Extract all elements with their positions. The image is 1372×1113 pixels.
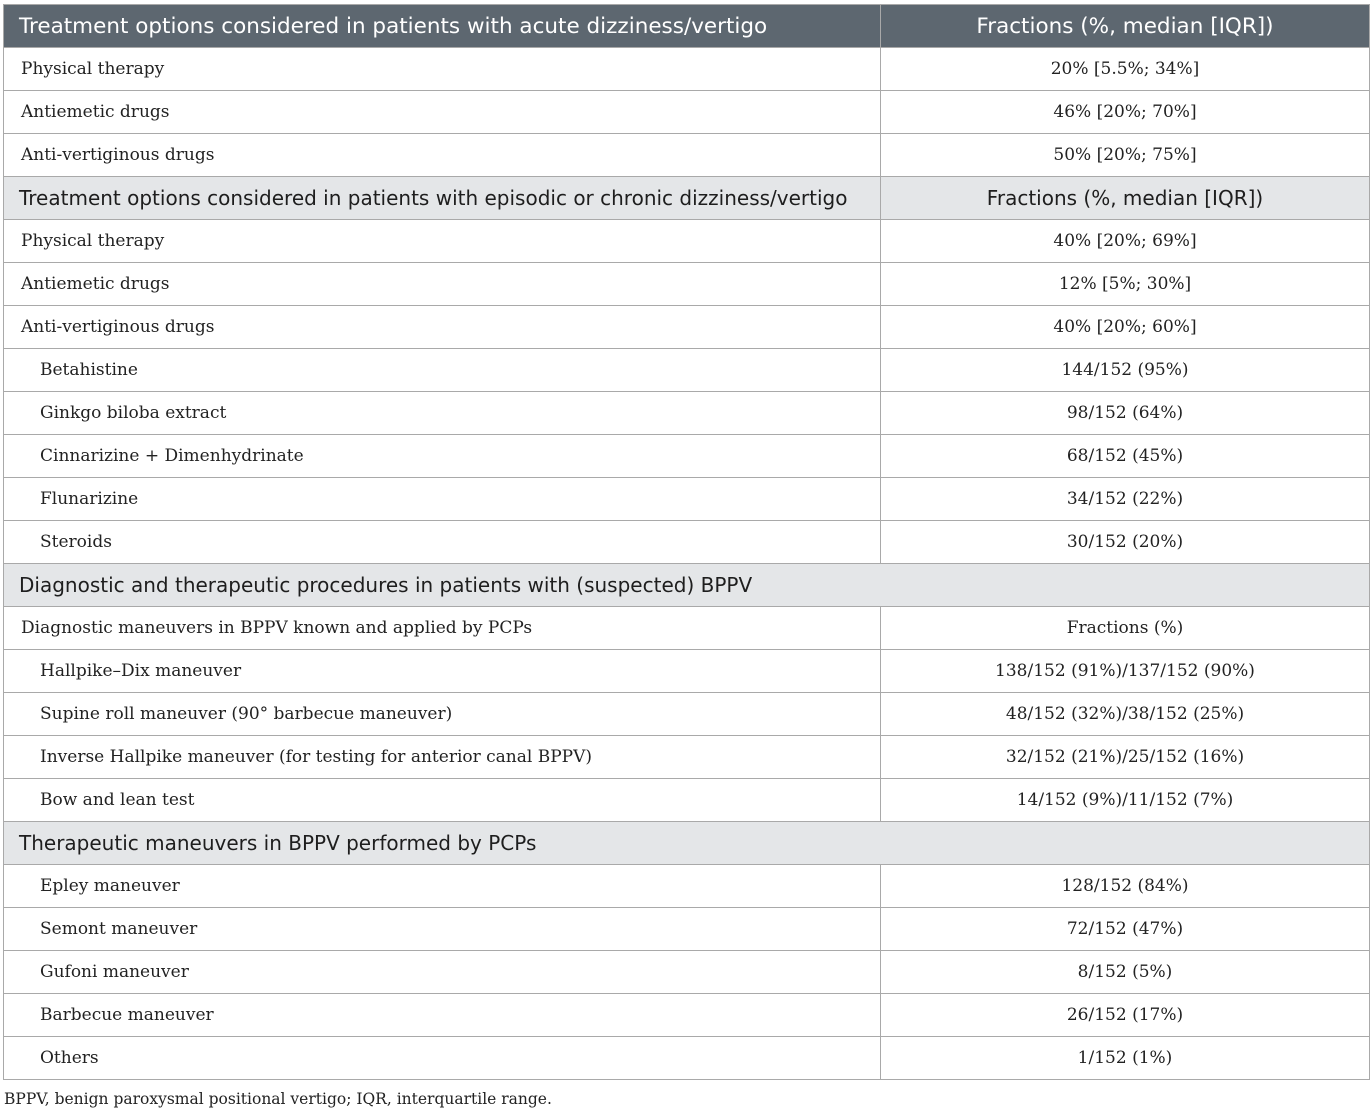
row-label: Supine roll maneuver (90° barbecue maneuver) — [4, 693, 881, 736]
row-value: 40% [20%; 69%] — [881, 220, 1370, 263]
bppv-diag-subheader-value: Fractions (%) — [881, 607, 1370, 650]
bppv-diag-subheader-label: Diagnostic maneuvers in BPPV known and applied by PCPs — [4, 607, 881, 650]
row-label: Others — [4, 1037, 881, 1080]
row-value: 40% [20%; 60%] — [881, 306, 1370, 349]
table-row — [4, 134, 1370, 177]
row-value: 34/152 (22%) — [881, 478, 1370, 521]
row-value: 48/152 (32%)/38/152 (25%) — [881, 693, 1370, 736]
bppv-diag-header-row — [4, 564, 1370, 607]
row-label: Anti-vertiginous drugs — [4, 306, 881, 349]
row-value: 30/152 (20%) — [881, 521, 1370, 564]
row-value: 32/152 (21%)/25/152 (16%) — [881, 736, 1370, 779]
table-row — [4, 1037, 1370, 1080]
results-table — [3, 4, 1370, 1080]
row-value: 46% [20%; 70%] — [881, 91, 1370, 134]
row-label: Semont maneuver — [4, 908, 881, 951]
row-label: Antiemetic drugs — [4, 91, 881, 134]
table-row — [4, 951, 1370, 994]
row-value: 12% [5%; 30%] — [881, 263, 1370, 306]
row-value: 14/152 (9%)/11/152 (7%) — [881, 779, 1370, 822]
table-row — [4, 220, 1370, 263]
row-label: Betahistine — [4, 349, 881, 392]
row-value: 98/152 (64%) — [881, 392, 1370, 435]
table-row — [4, 779, 1370, 822]
table-row — [4, 994, 1370, 1037]
row-value: 20% [5.5%; 34%] — [881, 48, 1370, 91]
row-value: 1/152 (1%) — [881, 1037, 1370, 1080]
row-label: Hallpike–Dix maneuver — [4, 650, 881, 693]
chronic-header-value: Fractions (%, median [IQR]) — [881, 177, 1370, 220]
table-row — [4, 908, 1370, 951]
row-label: Ginkgo biloba extract — [4, 392, 881, 435]
table-row — [4, 607, 1370, 650]
bppv-ther-header: Therapeutic maneuvers in BPPV performed by PCPs — [4, 822, 1370, 865]
row-value: 144/152 (95%) — [881, 349, 1370, 392]
table-row — [4, 392, 1370, 435]
bppv-diag-header: Diagnostic and therapeutic procedures in patients with (suspected) BPPV — [4, 564, 1370, 607]
row-label: Steroids — [4, 521, 881, 564]
row-label: Flunarizine — [4, 478, 881, 521]
table-footnote: BPPV, benign paroxysmal positional vertigo; IQR, interquartile range. — [4, 1090, 552, 1108]
row-label: Physical therapy — [4, 220, 881, 263]
row-value: 26/152 (17%) — [881, 994, 1370, 1037]
bppv-ther-header-row — [4, 822, 1370, 865]
table-row — [4, 650, 1370, 693]
table-row — [4, 349, 1370, 392]
table-row — [4, 48, 1370, 91]
table-row — [4, 263, 1370, 306]
row-label: Physical therapy — [4, 48, 881, 91]
chronic-header-label: Treatment options considered in patients with episodic or chronic dizziness/vertigo — [4, 177, 881, 220]
row-label: Gufoni maneuver — [4, 951, 881, 994]
row-value: 72/152 (47%) — [881, 908, 1370, 951]
row-label: Inverse Hallpike maneuver (for testing for anterior canal BPPV) — [4, 736, 881, 779]
acute-header-row — [4, 5, 1370, 48]
table-row — [4, 736, 1370, 779]
row-label: Anti-vertiginous drugs — [4, 134, 881, 177]
row-value: 138/152 (91%)/137/152 (90%) — [881, 650, 1370, 693]
table-row — [4, 91, 1370, 134]
row-label: Epley maneuver — [4, 865, 881, 908]
table-row — [4, 693, 1370, 736]
table-row — [4, 435, 1370, 478]
row-value: 8/152 (5%) — [881, 951, 1370, 994]
row-label: Barbecue maneuver — [4, 994, 881, 1037]
row-label: Cinnarizine + Dimenhydrinate — [4, 435, 881, 478]
row-label: Antiemetic drugs — [4, 263, 881, 306]
chronic-header-row — [4, 177, 1370, 220]
table-row — [4, 306, 1370, 349]
table-row — [4, 478, 1370, 521]
row-label: Bow and lean test — [4, 779, 881, 822]
row-value: 128/152 (84%) — [881, 865, 1370, 908]
acute-header-value: Fractions (%, median [IQR]) — [881, 5, 1370, 48]
row-value: 50% [20%; 75%] — [881, 134, 1370, 177]
table-row — [4, 521, 1370, 564]
table-row — [4, 865, 1370, 908]
row-value: 68/152 (45%) — [881, 435, 1370, 478]
acute-header-label: Treatment options considered in patients with acute dizziness/vertigo — [4, 5, 881, 48]
